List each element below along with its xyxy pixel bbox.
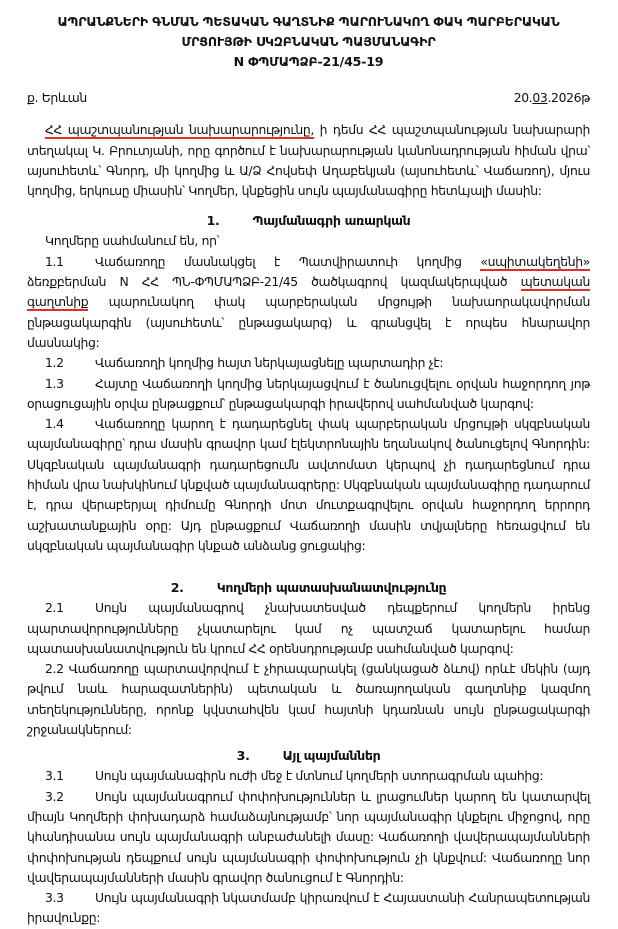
section-number: 2. (170, 580, 184, 596)
clause-number: 1.4 (45, 416, 64, 432)
contract-number: N ՓՊՄԱՊՁԲ-21/45-19 (233, 54, 384, 69)
highlighted-party: ՀՀ պաշտպանության նախարարությունը, (45, 122, 314, 138)
highlighted-item: «սպիտակեղենի» (480, 253, 590, 269)
section-3-heading (27, 746, 590, 766)
clause-text: Սույն պայմանագրի նկատմամբ կիրառվում է Հայաստանի Հանրապետության իրավունքը: (27, 890, 590, 926)
date-year: .2026թ (547, 90, 590, 105)
clause-1-2 (27, 353, 590, 373)
clause-3-2 (27, 787, 590, 888)
intro-paragraph (27, 120, 590, 201)
date (514, 88, 590, 108)
clause-text: պարունակող փակ պարբերական մրցույթի նախաորակավորման ընթացակարգին (այսուհետև՝ ընթացակարգ) և գրանցվել է որպես հնարավոր մասնակից: (27, 294, 590, 350)
clause-number: 1.2 (45, 355, 64, 371)
clause-text: Սույն պայմանագիրն ուժի մեջ է մտնում կողմերի ստորագրման պահից: (95, 768, 544, 784)
clause-1-3 (27, 374, 590, 415)
clause-number: 2.2 (45, 661, 64, 677)
clause-text: Վաճառողը կարող է դադարեցնել փակ պարբերական մրցույթի սկզբնական պայմանագիրը՝ դրա մասին գրավոր կամ էլեկտրոնային եղանակով ծանուցելով Գնորդին: Սկզբնական պայմանագրի դադարեցումն ավտոմատ կերպով չի դադարեցնում դրա հիման վրա նախկինում կնքված պայմանագրերը: Սկզբնական պայմանագիրը դադարում է, դրա վերաբերյալ դիմումը Գնորդի մոտ մուտքագրվելու օրվան հաջորդող երրորդ աշխատանքային օրը: Այդ ընթացքում Վաճառողի մասին տվյալները հեռացվում են սկզբնական պայմանագիր կնքած անձանց ցուցակից: (27, 416, 590, 553)
clause-1-4 (27, 414, 590, 556)
clause-text: Սույն պայմանագրով չնախատեսված դեպքերում կողմերն իրենց պարտավորությունները չկատարելու կամ ոչ պատշաճ կատարելու համար պատասխանատվություն են կրում ՀՀ օրենսդրությամբ սահմանված կարգով: (27, 600, 590, 656)
place-date-row (27, 88, 590, 108)
date-day: 20. (513, 90, 533, 105)
clause-number: 3.2 (45, 788, 64, 804)
title-line-2: ՄՐՑՈՒՅԹԻ ՍԿԶԲՆԱԿԱՆ ՊԱՅՄԱՆԱԳԻՐ (181, 34, 436, 49)
intro-text: ի դեմս ՀՀ պաշտպանության նախարարի տեղակալ Կ. Բրուտյանի, որը գործում է նախարարության կանոնադրության հիման վրա՝ այսուհետև՝ Գնորդ, մի կողմից և Ա/Ձ Հովսեփ Աղաբեկյան (այսուհետև՝ Վաճառող), մյուս կողմից, երկուսը միասին՝ Կողմեր, կնքեցին սույն պայմանագիրը հետևյալի մասին: (27, 122, 591, 199)
clause-1-1 (27, 252, 590, 353)
document-title (27, 12, 590, 72)
city: ք. Երևան (27, 90, 87, 105)
section-number: 3. (236, 748, 250, 764)
clause-text: Վաճառողը մասնակցել է Պատվիրատուի կողմից (95, 253, 481, 269)
clause-number: 1.1 (45, 253, 64, 269)
date-month: 03 (532, 90, 548, 105)
highlighted-state-secret: պետական գաղտնիք (27, 274, 590, 310)
section-1-heading (27, 211, 590, 231)
section-title: Կողմերի պատասխանատվությունը (216, 580, 447, 596)
clause-3-1 (27, 766, 590, 786)
section-number: 1. (206, 213, 220, 229)
clause-text: Սույն պայմանագրում փոփոխություններ և լրացումներ կարող են կատարվել միայն Կողմերի փոխադարձ համաձայնությամբ՝ նոր պայմանագիր կնքելու միջոցով, որը կհանդիսանա սույն պայմանագրի անբաժանելի մասը: Վաճառողի վավերապայմանների փոփոխության դեպքում սույն պայմանագրի փոփոխություն չի կնքվում: Վաճառողը նոր վավերապայմանների մասին գրավոր ծանուցում է Գնորդին: (27, 788, 590, 885)
title-line-1: ԱՊՐԱՆՔՆԵՐԻ ԳՆՄԱՆ ՊԵՏԱԿԱՆ ԳԱՂՏՆԻՔ ՊԱՐՈՒՆԱԿՈՂ ՓԱԿ ՊԱՐԲԵՐԱԿԱՆ (57, 14, 560, 29)
clause-2-1 (27, 598, 590, 659)
section-title: Պայմանագրի առարկան (252, 213, 411, 229)
clause-3-3 (27, 888, 590, 929)
clause-number: 3.1 (45, 768, 64, 784)
clause-number: 1.3 (45, 375, 64, 391)
section-title: Այլ պայմաններ (282, 748, 381, 764)
section-1-lead: Կողմերը սահմանում են, որ՝ (45, 233, 220, 249)
section-2-heading (27, 578, 590, 598)
clause-text: Վաճառողի կողմից հայտ ներկայացնելը պարտադիր չէ: (95, 355, 444, 371)
clause-text: ձեռքբերման N ՀՀ ՊՆ-ՓՊՄԱՊՁԲ-21/45 ծածկագրով կազմակերպված (27, 274, 521, 290)
clause-2-2 (27, 659, 590, 740)
clause-number: 2.1 (45, 600, 64, 616)
clause-text: Վաճառողը պարտավորվում է չհրապարակել (ցանկացած ձևով) որևէ մեկին (այդ թվում նաև հարազատներին) պետական և ծառայողական գաղտնիք կազմող տեղեկությունները, որոնք կվստահվեն կամ հայտնի կդառնան սույն ընթացակարգի շրջանակներում: (27, 661, 591, 738)
clause-text: Հայտը Վաճառողի կողմից ներկայացվում է ծանուցվելու օրվան հաջորդող յոթ օրացուցային օրվա ընթացքում՝ ընթացակարգի իրավերով սահմանված կարգով: (27, 375, 590, 411)
clause-number: 3.3 (45, 890, 64, 906)
